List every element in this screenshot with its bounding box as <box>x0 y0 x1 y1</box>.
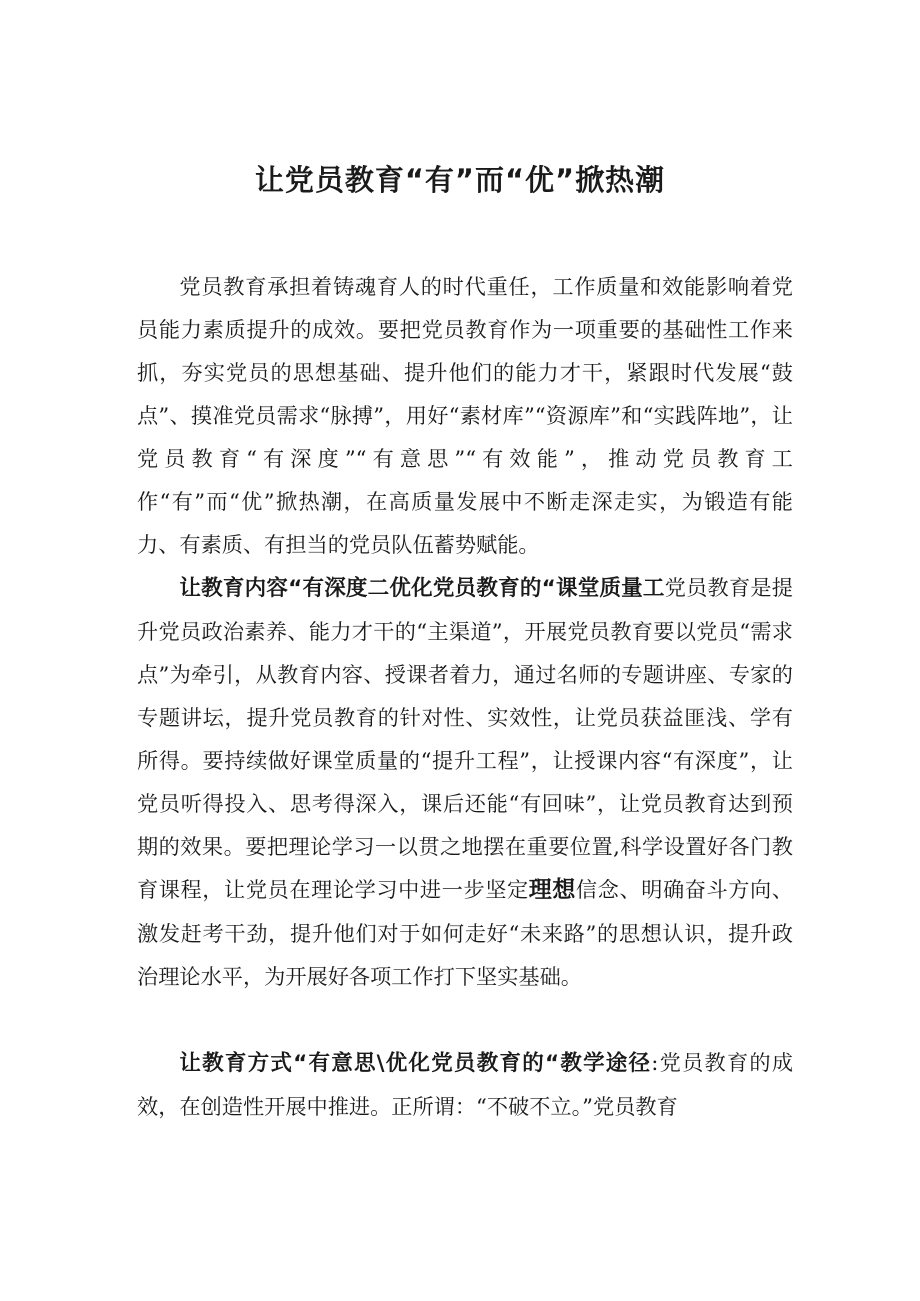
document-title: 让党员教育“有”而“优”掀热潮 <box>254 163 666 197</box>
paragraph-content-depth <box>137 566 793 998</box>
bold-inline-text: 理想 <box>528 877 576 903</box>
paragraph-teaching-method-text: :党员教育的成效，在创造性开展中推进。正所谓：“不破不立。”党员教育 <box>137 1050 794 1119</box>
section-heading-teaching-method: 让教育方式“有意思\优化党员教育的“教学途径 <box>179 1051 652 1076</box>
paragraph-content-depth-text-a: 党员教育是提升党员政治素养、能力才干的“主渠道”，开展党员教育要以党员“需求点”为牵引，从教育内容、授课者着力，通过名师的专题讲座、专家的专题讲坛，提升党员教育的针对性、实效性，让党员获益匪浅、学有所得。要持续做好课堂质量的“提升工程”，让授课内容“有深度”，让党员听得投入、思考得深入，课后还能“有回味”，让党员教育达到预期的效果。要把理论学习一以贯之地摆在重要位置,科学设置好各门教育课程，让党员在理论学习中进一步坚定 <box>137 575 793 902</box>
paragraph-content-depth-text-b: 信念、明确奋斗方向、激发赶考干劲，提升他们对于如何走好“未来路”的思想认识，提升政治理论水平，为开展好各项工作打下坚实基础。 <box>137 877 793 989</box>
paragraph-teaching-method <box>137 1041 793 1128</box>
paragraph-intro: 党员教育承担着铸魂育人的时代重任，工作质量和效能影响着党员能力素质提升的成效。要把党员教育作为一项重要的基础性工作来抓，夯实党员的思想基础、提升他们的能力才干，紧跟时代发展“鼓点”、摸准党员需求“脉搏”，用好“素材库”“资源库”和“实践阵地”，让党员教育“有深度”“有意思”“有效能”，推动党员教育工作“有”而“优”掀热潮，在高质量发展中不断走深走实，为锻造有能力、有素质、有担当的党员队伍蓄势赋能。 <box>137 274 793 557</box>
section-heading-content-depth: 让教育内容“有深度二优化党员教育的“课堂质量工 <box>179 576 665 601</box>
